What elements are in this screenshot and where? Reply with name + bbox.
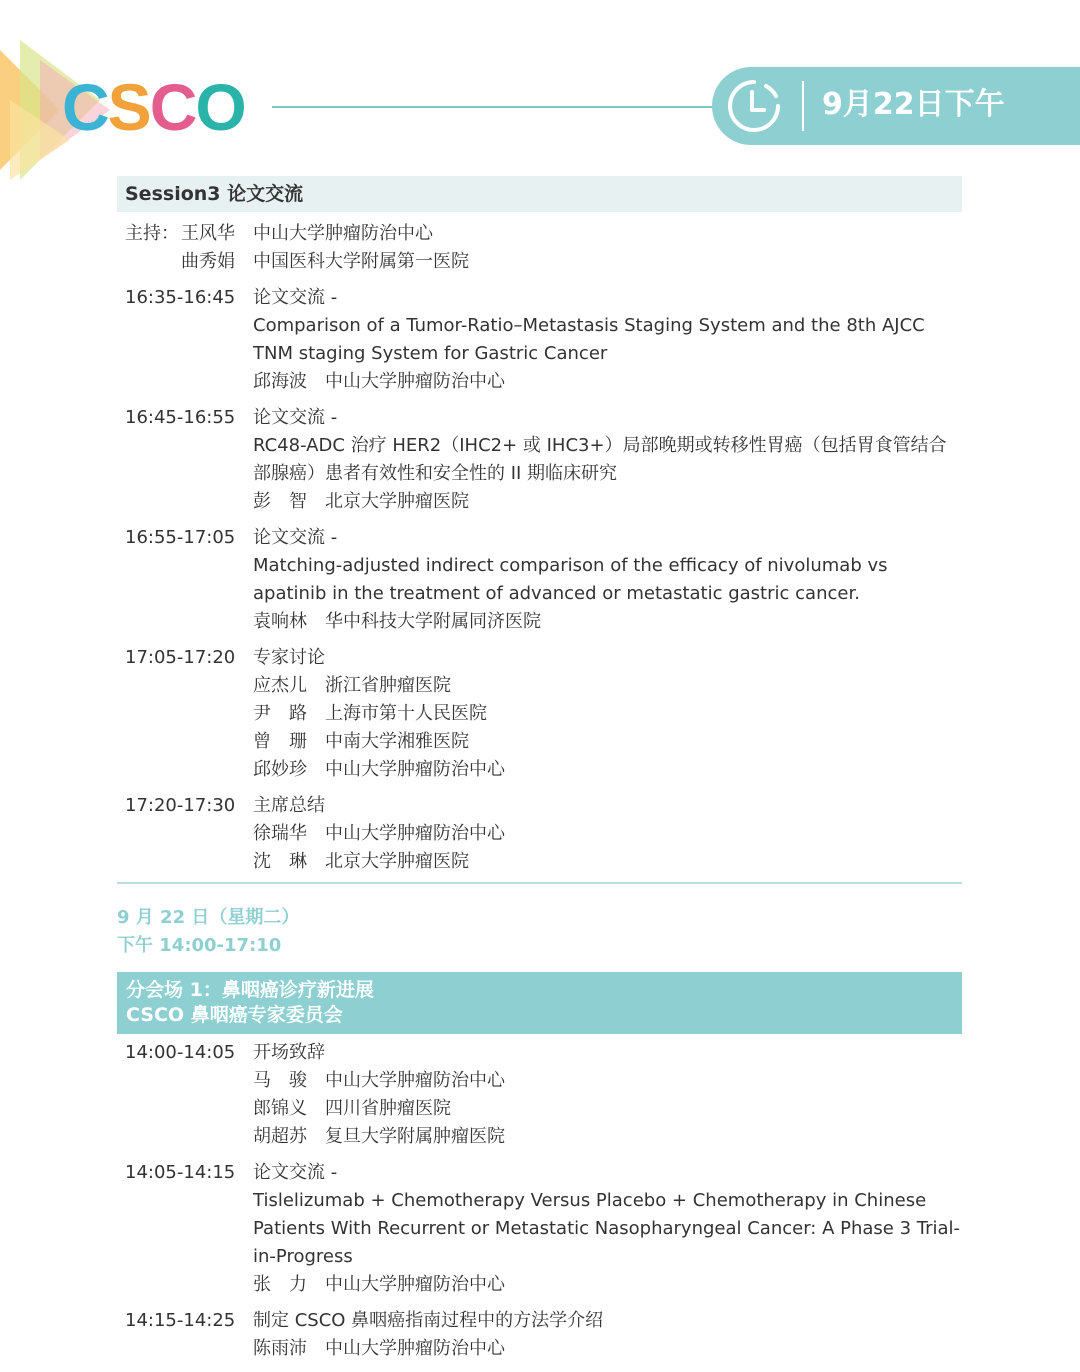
- host-org: 中国医科大学附属第一医院: [253, 251, 469, 272]
- speaker-org: 北京大学肿瘤医院: [325, 491, 469, 512]
- item-time: 17:20-17:30: [125, 795, 236, 816]
- session3-block: [117, 176, 962, 884]
- panelist-name: 邱妙珍: [253, 759, 307, 780]
- speaker: [253, 608, 962, 636]
- speaker-org: 中山大学肿瘤防治中心: [325, 1070, 505, 1091]
- day-time-range: 下午 14:00-17:10: [117, 935, 282, 956]
- item-title-line: RC48-ADC 治疗 HER2（IHC2+ 或 IHC3+）局部晚期或转移性胃癌（包括胃食管结合: [253, 435, 947, 456]
- agenda-item: [117, 524, 962, 636]
- section-divider: [117, 882, 962, 884]
- speaker-name: 胡超苏: [253, 1126, 307, 1147]
- venue-block: [117, 1039, 962, 1363]
- item-type: 主席总结: [253, 795, 325, 816]
- badge-separator: [802, 81, 804, 131]
- panelist-org: 上海市第十人民医院: [325, 703, 487, 724]
- host-row: [117, 220, 962, 248]
- item-time: 14:15-14:25: [125, 1310, 236, 1331]
- panelist-org: 中南大学湘雅医院: [325, 731, 469, 752]
- venue-title: 分会场 1：鼻咽癌诊疗新进展: [126, 979, 374, 1001]
- panelist: [253, 756, 962, 784]
- speaker: [253, 488, 962, 516]
- speaker: [253, 1123, 962, 1151]
- item-title-line: Comparison of a Tumor-Ratio–Metastasis Staging System and the 8th AJCC: [253, 315, 925, 336]
- speaker-name: 郎锦义: [253, 1098, 307, 1119]
- speaker-org: 四川省肿瘤医院: [325, 1098, 451, 1119]
- speaker-org: 中山大学肿瘤防治中心: [325, 371, 505, 392]
- item-time: 14:05-14:15: [125, 1162, 236, 1183]
- panelist-org: 浙江省肿瘤医院: [325, 675, 451, 696]
- speaker: [253, 1335, 962, 1363]
- item-type: 专家讨论: [253, 647, 325, 668]
- date-label: 9月22日下午: [822, 87, 1005, 122]
- venue-committee: CSCO 鼻咽癌专家委员会: [126, 1004, 343, 1026]
- panelist-name: 尹 路: [253, 703, 307, 724]
- item-type: 开场致辞: [253, 1042, 325, 1063]
- speaker-org: 中山大学肿瘤防治中心: [325, 1338, 505, 1359]
- host-name: 王风华: [181, 223, 235, 244]
- chair-name: 沈 琳: [253, 851, 307, 872]
- panelist-name: 应杰儿: [253, 675, 307, 696]
- clock-icon: [726, 78, 782, 134]
- item-title-line: 部腺癌）患者有效性和安全性的 II 期临床研究: [253, 463, 618, 484]
- day-date: 9 月 22 日（星期二）: [117, 907, 300, 928]
- item-time: 17:05-17:20: [125, 647, 236, 668]
- chair-org: 北京大学肿瘤医院: [325, 851, 469, 872]
- item-title-line: apatinib in the treatment of advanced or metastatic gastric cancer.: [253, 583, 860, 604]
- host-label: 主持：: [125, 223, 179, 244]
- speaker-org: 复旦大学附属肿瘤医院: [325, 1126, 505, 1147]
- item-type: 论文交流 -: [253, 527, 338, 548]
- speaker-name: 彭 智: [253, 491, 307, 512]
- speaker-name: 陈雨沛: [253, 1338, 307, 1359]
- chair-org: 中山大学肿瘤防治中心: [325, 823, 505, 844]
- item-title-line: Tislelizumab + Chemotherapy Versus Placebo + Chemotherapy in Chinese: [253, 1190, 927, 1211]
- item-time: 16:55-17:05: [125, 527, 236, 548]
- agenda-item: [117, 1159, 962, 1299]
- day-heading: [117, 904, 299, 960]
- chair-name: 徐瑞华: [253, 823, 307, 844]
- agenda-item: [117, 792, 962, 876]
- item-type: 论文交流 -: [253, 287, 338, 308]
- panelist-name: 曾 珊: [253, 731, 307, 752]
- session-title: Session3 论文交流: [117, 176, 962, 212]
- agenda-item: [117, 404, 962, 516]
- item-type: 论文交流 -: [253, 1162, 338, 1183]
- venue-header: [117, 972, 962, 1034]
- host-org: 中山大学肿瘤防治中心: [253, 223, 433, 244]
- panelist-org: 中山大学肿瘤防治中心: [325, 759, 505, 780]
- speaker-name: 袁响林: [253, 611, 307, 632]
- header-rule: [272, 106, 742, 108]
- item-type: 论文交流 -: [253, 407, 338, 428]
- item-title-line: Patients With Recurrent or Metastatic Nasopharyngeal Cancer: A Phase 3 Trial-: [253, 1218, 961, 1239]
- item-title-line: Matching-adjusted indirect comparison of the efficacy of nivolumab vs: [253, 555, 888, 576]
- panelist: [253, 728, 962, 756]
- agenda-item: [117, 644, 962, 784]
- panelist: [253, 700, 962, 728]
- speaker-name: 张 力: [253, 1274, 307, 1295]
- speaker-name: 邱海波: [253, 371, 307, 392]
- agenda-item: [117, 1307, 962, 1363]
- speaker-name: 马 骏: [253, 1070, 307, 1091]
- date-badge: [712, 67, 1080, 145]
- host-name: 曲秀娟: [181, 251, 235, 272]
- item-time: 14:00-14:05: [125, 1042, 236, 1063]
- speaker: [253, 1095, 962, 1123]
- chair: [253, 820, 962, 848]
- item-time: 16:45-16:55: [125, 407, 236, 428]
- item-time: 16:35-16:45: [125, 287, 236, 308]
- speaker-org: 华中科技大学附属同济医院: [325, 611, 541, 632]
- agenda-item: [117, 284, 962, 396]
- speaker: [253, 368, 962, 396]
- item-title-line: in-Progress: [253, 1246, 353, 1267]
- speaker-org: 中山大学肿瘤防治中心: [325, 1274, 505, 1295]
- host-row: [117, 248, 962, 276]
- chair: [253, 848, 962, 876]
- csco-logo: CSCO: [62, 70, 245, 144]
- panelist: [253, 672, 962, 700]
- item-title-line: TNM staging System for Gastric Cancer: [253, 343, 608, 364]
- speaker: [253, 1067, 962, 1095]
- item-type: 制定 CSCO 鼻咽癌指南过程中的方法学介绍: [253, 1310, 604, 1331]
- speaker: [253, 1271, 962, 1299]
- agenda-item: [117, 1039, 962, 1151]
